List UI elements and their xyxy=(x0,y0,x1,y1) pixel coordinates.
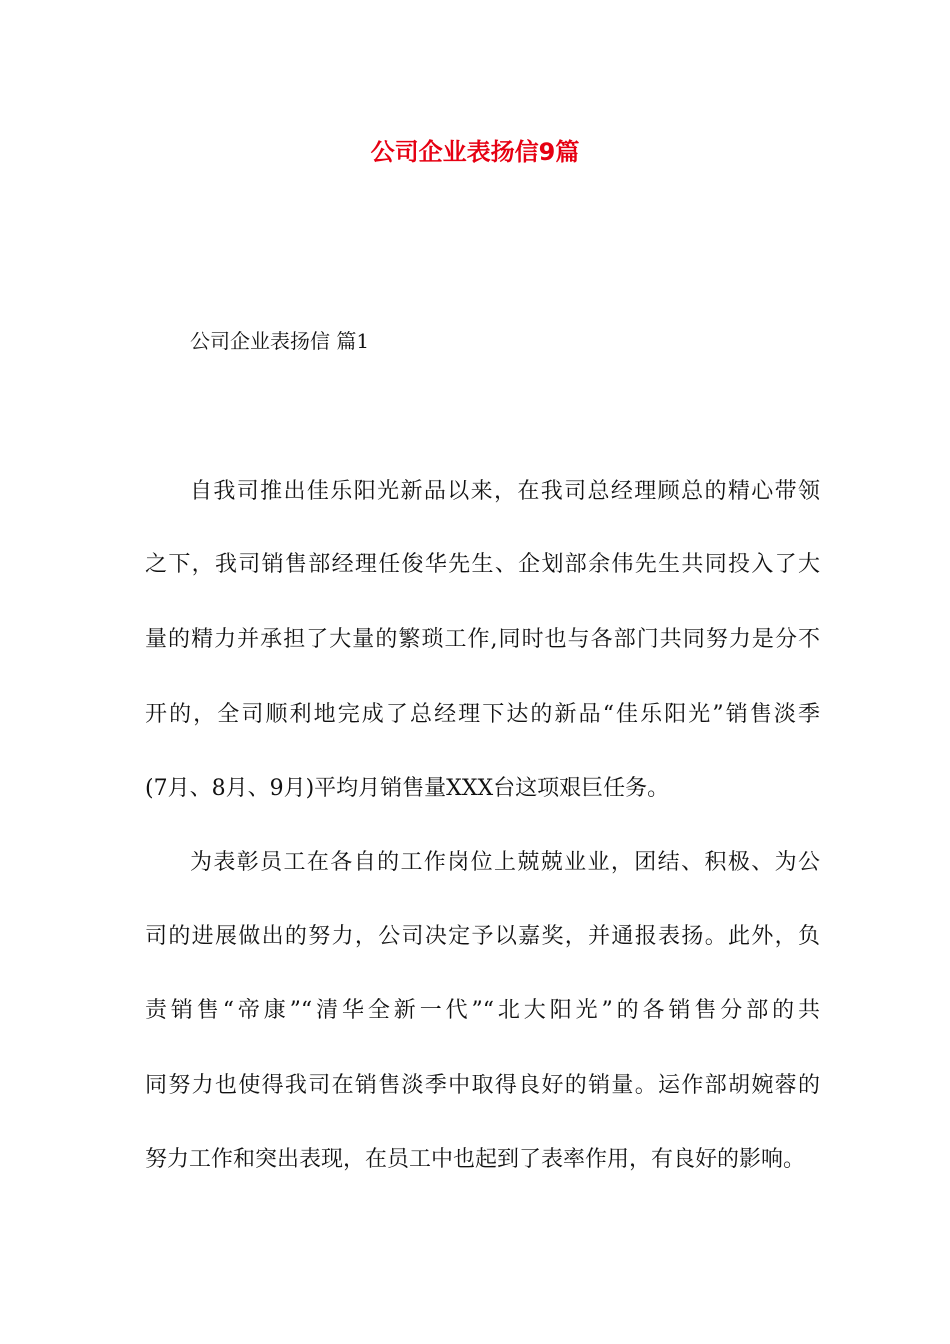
paragraph-line: 努力工作和突出表现，在员工中也起到了表率作用，有良好的影响。 xyxy=(145,1147,806,1172)
paragraph-line: 为表彰员工在各自的工作岗位上兢兢业业，团结、积极、为公 xyxy=(190,850,820,875)
paragraph-line: 之下，我司销售部经理任俊华先生、企划部余伟先生共同投入了大 xyxy=(145,552,820,577)
paragraph-line: 自我司推出佳乐阳光新品以来，在我司总经理顾总的精心带领 xyxy=(190,479,820,504)
paragraph-line: 量的精力并承担了大量的繁琐工作,同时也与各部门共同努力是分不 xyxy=(145,627,820,652)
paragraph-line: 司的进展做出的努力，公司决定予以嘉奖，并通报表扬。此外，负 xyxy=(145,924,820,949)
paragraph-line: 同努力也使得我司在销售淡季中取得良好的销量。运作部胡婉蓉的 xyxy=(145,1073,820,1098)
paragraph-line: (7月、8月、9月)平均月销售量XXX台这项艰巨任务。 xyxy=(145,776,670,801)
document-title: 公司企业表扬信9篇 xyxy=(370,138,580,166)
section-heading: 公司企业表扬信 篇1 xyxy=(190,329,370,353)
paragraph-line: 开的，全司顺利地完成了总经理下达的新品“佳乐阳光”销售淡季 xyxy=(145,702,820,727)
paragraph-line: 责销售“帝康”“清华全新一代”“北大阳光”的各销售分部的共 xyxy=(145,998,820,1023)
